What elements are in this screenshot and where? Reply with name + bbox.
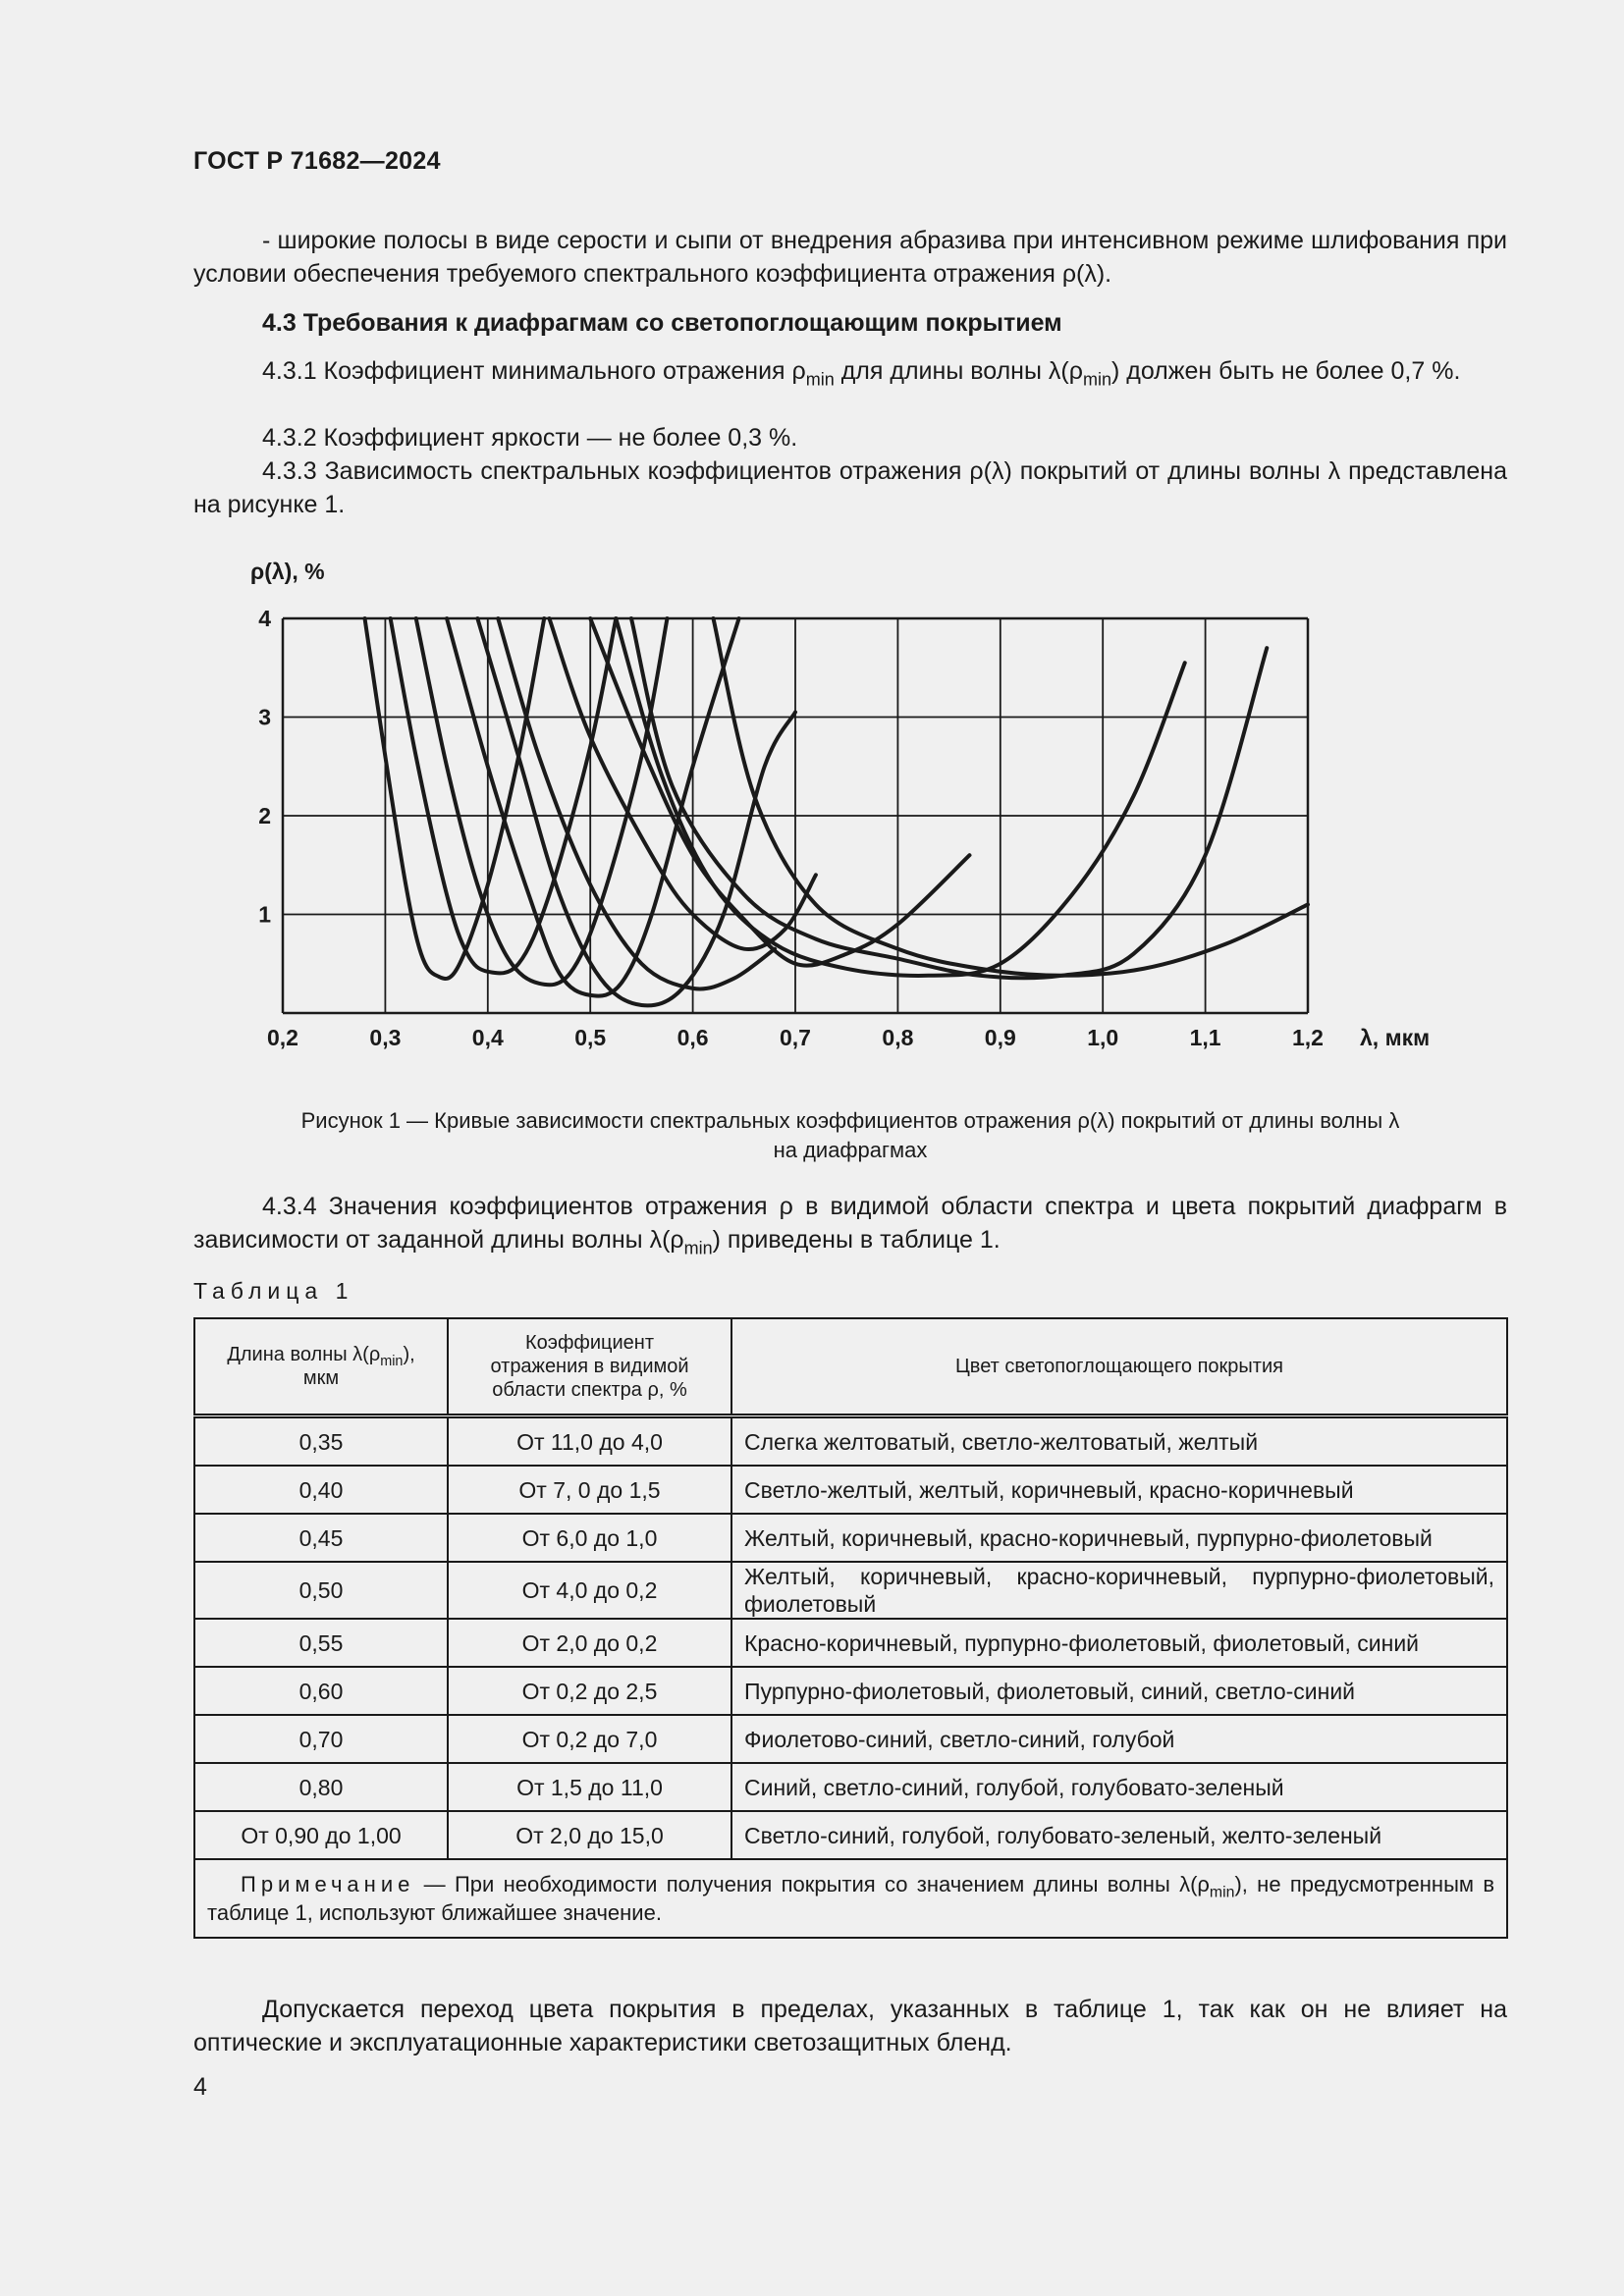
series-line — [391, 618, 617, 973]
note-text-a: — При необходимости получения покрытия со значением длины волны λ(ρ — [414, 1872, 1210, 1896]
table-row — [194, 1416, 1507, 1467]
p434-text-a: 4.3.4 Значения коэффициентов отражения ρ в видимой области спектра и цвета покрытий диафрагм в зависимости от заданной длины волны λ(ρ — [193, 1193, 1507, 1254]
cell-wavelength: 0,35 — [194, 1416, 448, 1467]
x-tick-label: 1,0 — [1087, 1025, 1119, 1050]
reflection-chart — [226, 555, 1453, 1055]
cell-coefficient: От 0,2 до 2,5 — [448, 1667, 731, 1715]
p431-text-c: ) должен быть не более 0,7 %. — [1110, 357, 1461, 385]
series-line — [713, 618, 1308, 976]
x-tick-label: 0,6 — [677, 1025, 709, 1050]
header-wavelength-sub: min — [380, 1354, 404, 1370]
cell-coefficient: От 11,0 до 4,0 — [448, 1416, 731, 1467]
note-text-b: ), не предусмотренным в таблице 1, используют ближайшее значение. — [207, 1872, 1495, 1925]
cell-wavelength: 0,40 — [194, 1466, 448, 1514]
header-wavelength-unit: мкм — [302, 1367, 340, 1389]
x-tick-label: 1,1 — [1189, 1025, 1221, 1050]
table-header-row — [194, 1318, 1507, 1416]
figure-caption-line-2: на диафрагмах — [773, 1138, 928, 1162]
p431-sub-2: min — [1082, 369, 1111, 390]
note-sub: min — [1209, 1884, 1235, 1901]
x-tick-label: 1,2 — [1292, 1025, 1324, 1050]
table-row — [194, 1466, 1507, 1514]
cell-color: Слегка желтоватый, светло-желтоватый, желтый — [731, 1416, 1507, 1467]
x-tick-label: 0,8 — [882, 1025, 914, 1050]
x-axis-label: λ, мкм — [1360, 1025, 1431, 1050]
header-wavelength — [194, 1318, 448, 1416]
y-axis-label: ρ(λ), % — [250, 559, 325, 584]
y-tick-label: 4 — [258, 606, 271, 631]
p434-sub: min — [683, 1238, 713, 1258]
series-line — [549, 618, 815, 949]
cell-coefficient: От 4,0 до 0,2 — [448, 1562, 731, 1619]
cell-wavelength: 0,45 — [194, 1514, 448, 1562]
cell-wavelength: От 0,90 до 1,00 — [194, 1811, 448, 1859]
final-paragraph: Допускается переход цвета покрытия в пределах, указанных в таблице 1, так как он не влияет на оптические и эксплуатационные характеристики светозащитных бленд. — [193, 1996, 1507, 2056]
p434-text-b: ) приведены в таблице 1. — [712, 1226, 1001, 1254]
header-color: Цвет светопоглощающего покрытия — [731, 1318, 1507, 1416]
paragraph-4-3-2: 4.3.2 Коэффициент яркости — не более 0,3 %. — [262, 424, 798, 452]
table-row — [194, 1811, 1507, 1859]
table-row — [194, 1562, 1507, 1619]
header-coef-c: области спектра ρ, % — [492, 1379, 687, 1401]
y-tick-label: 1 — [258, 901, 271, 928]
cell-color: Фиолетово-синий, светло-синий, голубой — [731, 1715, 1507, 1763]
x-tick-label: 0,9 — [984, 1025, 1016, 1050]
cell-coefficient: От 0,2 до 7,0 — [448, 1715, 731, 1763]
chart-curves — [365, 618, 1308, 1005]
x-tick-label: 0,4 — [471, 1025, 504, 1050]
note-label: Примечание — [241, 1872, 415, 1896]
table-note — [194, 1859, 1507, 1938]
cell-coefficient: От 1,5 до 11,0 — [448, 1763, 731, 1811]
p431-text-b: для длины волны λ(ρ — [834, 357, 1083, 385]
cell-color: Пурпурно-фиолетовый, фиолетовый, синий, светло-синий — [731, 1667, 1507, 1715]
table-row — [194, 1667, 1507, 1715]
table-body — [194, 1416, 1507, 1860]
table-caption: Таблица 1 — [193, 1278, 354, 1304]
x-tick-label: 0,3 — [369, 1025, 402, 1050]
paragraph-4-3-4 — [193, 1190, 1507, 1256]
header-wavelength-b: ), — [403, 1344, 415, 1365]
y-tick-label: 2 — [258, 803, 271, 828]
cell-wavelength: 0,80 — [194, 1763, 448, 1811]
paragraph-abrasive: - широкие полосы в виде серости и сыпи от внедрения абразива при интенсивном режиме шлифования при условии обеспечения требуемого спектрального коэффициента отражения ρ(λ). — [193, 227, 1507, 288]
cell-coefficient: От 6,0 до 1,0 — [448, 1514, 731, 1562]
table-row — [194, 1619, 1507, 1667]
table-row — [194, 1763, 1507, 1811]
section-heading-4-3: 4.3 Требования к диафрагмам со светопоглощающим покрытием — [262, 309, 1062, 337]
header-coef-a: Коэффициент — [524, 1332, 654, 1354]
cell-color: Синий, светло-синий, голубой, голубовато-зеленый — [731, 1763, 1507, 1811]
cell-color: Светло-желтый, желтый, коричневый, красно-коричневый — [731, 1466, 1507, 1514]
cell-wavelength: 0,55 — [194, 1619, 448, 1667]
p431-sub-1: min — [805, 369, 835, 390]
cell-wavelength: 0,50 — [194, 1562, 448, 1619]
table-note-row — [194, 1859, 1507, 1938]
series-line — [498, 618, 775, 988]
chart-ticks — [258, 606, 1324, 1050]
cell-coefficient: От 2,0 до 0,2 — [448, 1619, 731, 1667]
cell-coefficient: От 7, 0 до 1,5 — [448, 1466, 731, 1514]
table-row — [194, 1514, 1507, 1562]
cell-color: Желтый, коричневый, красно-коричневый, пурпурно-фиолетовый — [731, 1514, 1507, 1562]
cell-color: Желтый, коричневый, красно-коричневый, пурпурно-фиолетовый, фиолетовый — [731, 1562, 1507, 1619]
cell-color: Светло-синий, голубой, голубовато-зеленый, желто-зеленый — [731, 1811, 1507, 1859]
page-number: 4 — [193, 2073, 207, 2101]
paragraph-4-3-3: 4.3.3 Зависимость спектральных коэффициентов отражения ρ(λ) покрытий от длины волны λ представлена на рисунке 1. — [193, 457, 1507, 518]
x-tick-label: 0,5 — [574, 1025, 607, 1050]
paragraph-4-3-1 — [193, 354, 1507, 388]
y-tick-label: 3 — [258, 704, 271, 730]
header-coef-b: отражения в видимой — [490, 1356, 689, 1377]
table-1 — [193, 1317, 1508, 1939]
header-wavelength-a: Длина волны λ(ρ — [227, 1344, 381, 1365]
p431-text-a: 4.3.1 Коэффициент минимального отражения ρ — [262, 357, 806, 385]
x-tick-label: 0,2 — [267, 1025, 298, 1050]
cell-coefficient: От 2,0 до 15,0 — [448, 1811, 731, 1859]
document-header: ГОСТ Р 71682—2024 — [193, 147, 441, 175]
cell-wavelength: 0,70 — [194, 1715, 448, 1763]
x-tick-label: 0,7 — [780, 1025, 811, 1050]
table-row — [194, 1715, 1507, 1763]
series-line — [590, 618, 969, 966]
figure-caption-line-1: Рисунок 1 — Кривые зависимости спектральных коэффициентов отражения ρ(λ) покрытий от длины волны λ — [300, 1108, 1400, 1133]
cell-wavelength: 0,60 — [194, 1667, 448, 1715]
header-coefficient — [448, 1318, 731, 1416]
series-line — [631, 618, 1267, 978]
series-line — [447, 618, 739, 996]
cell-color: Красно-коричневый, пурпурно-фиолетовый, фиолетовый, синий — [731, 1619, 1507, 1667]
